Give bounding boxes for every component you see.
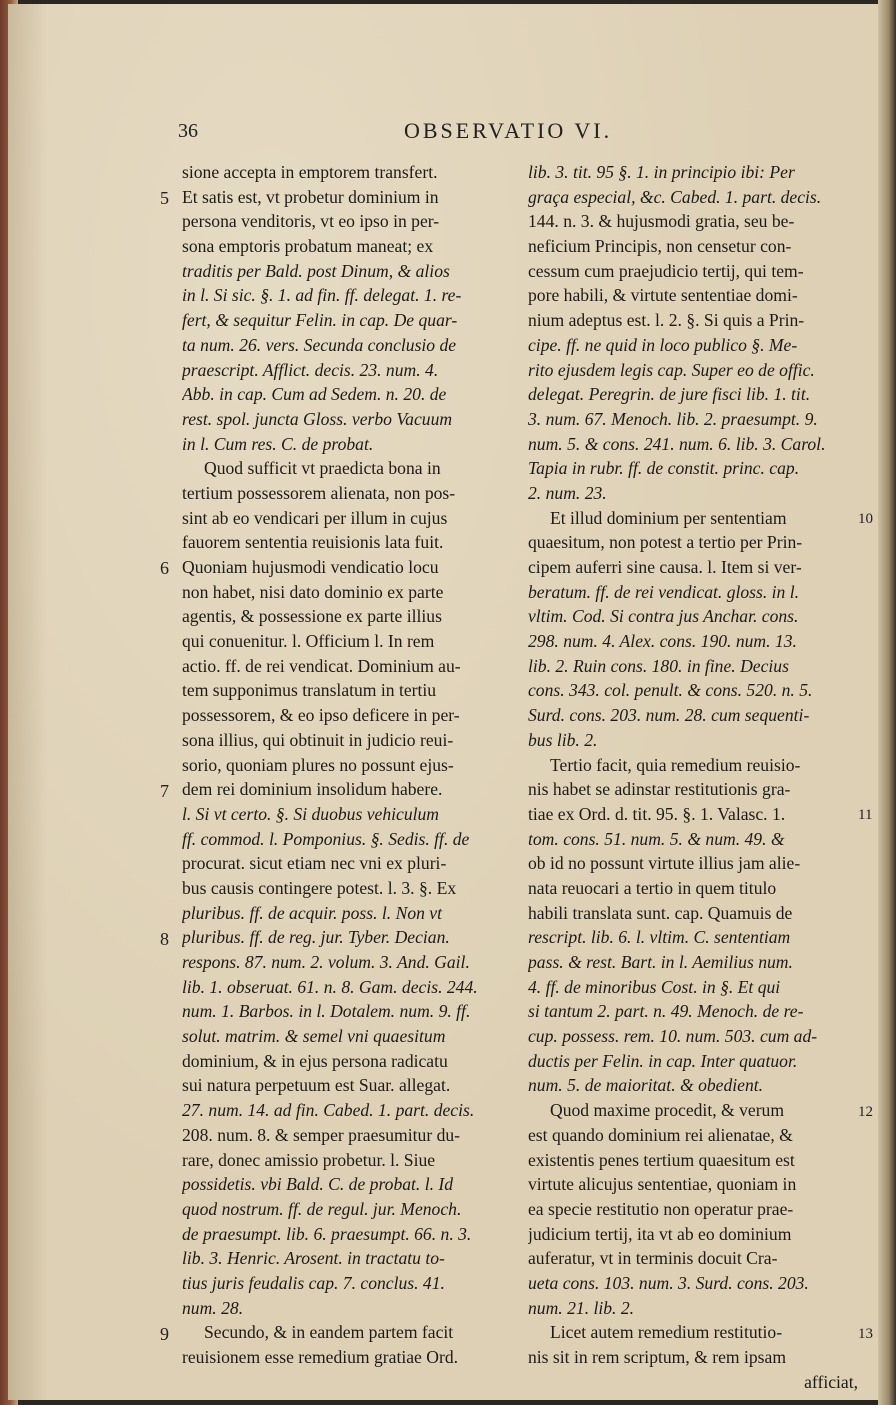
right-column-text-line: judicium tertij, ita vt ab eo dominium bbox=[528, 1223, 792, 1244]
margin-number-right: 11 bbox=[858, 807, 873, 824]
right-column-text-line: ductis per Felin. in cap. Inter quatuor. bbox=[528, 1050, 798, 1071]
right-column bbox=[528, 160, 858, 1394]
left-column-text-line: rare, donec amissio probetur. l. Siue bbox=[182, 1149, 436, 1170]
left-column-text-line: solut. matrim. & semel vni quaesitum bbox=[182, 1026, 446, 1047]
right-column-text-line: rito ejusdem legis cap. Super eo de offic. bbox=[528, 359, 815, 380]
left-column-text-line: sione accepta in emptorem transfert. bbox=[182, 162, 438, 182]
right-column-text-line: cipem auferri sine causa. l. Item si ver- bbox=[528, 557, 802, 577]
right-column-text-line: neficium Principis, non censetur con- bbox=[528, 236, 792, 257]
right-column-text-line: cessum cum praejudicio tertij, qui tem- bbox=[528, 260, 804, 281]
margin-number-right: 10 bbox=[858, 510, 873, 527]
left-column-text-line: pluribus. ff. de acquir. poss. l. Non vt bbox=[182, 902, 443, 923]
right-column-text-line: cons. 343. col. penult. & cons. 520. n. 5. bbox=[528, 680, 813, 701]
left-column-text-line: possidetis. vbi Bald. C. de probat. l. Id bbox=[182, 1174, 454, 1195]
right-column-text-line: existentis penes tertium quaesitum est bbox=[528, 1149, 795, 1170]
right-column-text-line: tom. cons. 51. num. 5. & num. 49. & bbox=[528, 828, 785, 849]
right-column-text-line: Tapia in rubr. ff. de constit. princ. cap. bbox=[528, 458, 800, 479]
page-number: 36 bbox=[178, 120, 198, 142]
margin-number-left: 9 bbox=[160, 1323, 169, 1344]
left-column-text-line: Quod sufficit vt praedicta bona in bbox=[204, 458, 441, 479]
right-column-text-line: nata reuocari a tertio in quem titulo bbox=[528, 877, 777, 898]
left-column-text-line: lib. 3. Henric. Arosent. in tractatu to- bbox=[182, 1248, 445, 1269]
right-column-text-line: bus lib. 2. bbox=[528, 729, 598, 750]
right-column-text-line: nis sit in rem scriptum, & rem ipsam bbox=[528, 1347, 787, 1367]
left-column-text-line: 27. num. 14. ad fin. Cabed. 1. part. decis. bbox=[182, 1100, 475, 1121]
right-column-text-line: 3. num. 67. Menoch. lib. 2. praesumpt. 9. bbox=[528, 408, 818, 429]
right-column-text-line: nium adeptus est. l. 2. §. Si quis a Prin- bbox=[528, 310, 805, 331]
left-column-text-line: dominium, & in ejus persona radicatu bbox=[182, 1050, 448, 1071]
left-column-text-line: tius juris feudalis cap. 7. conclus. 41. bbox=[182, 1272, 445, 1293]
left-column-text-line: praescript. Afflict. decis. 23. num. 4. bbox=[182, 359, 439, 380]
left-column-text-line: Abb. in cap. Cum ad Sedem. n. 20. de bbox=[182, 384, 447, 405]
left-column-text-line: in l. Si sic. §. 1. ad fin. ff. delegat. 1. re- bbox=[182, 285, 462, 306]
left-column-text-line: de praesumpt. lib. 6. praesumpt. 66. n. 3. bbox=[182, 1223, 472, 1244]
right-column-text-line: beratum. ff. de rei vendicat. gloss. in l. bbox=[528, 581, 800, 602]
left-column-text-line: agentis, & possessione ex parte illius bbox=[182, 606, 442, 627]
right-column-text-line: pore habili, & virtute sententiae domi- bbox=[528, 285, 798, 306]
margin-number-right: 13 bbox=[858, 1325, 873, 1342]
right-column-text-line: Surd. cons. 203. num. 28. cum sequenti- bbox=[528, 705, 810, 726]
right-column-text-line: lib. 2. Ruin cons. 180. in fine. Decius bbox=[528, 655, 789, 676]
left-column-text-line: sona illius, qui obtinuit in judicio reui- bbox=[182, 729, 454, 750]
right-column-text-line: 2. num. 23. bbox=[528, 482, 607, 503]
left-column-text-line: procurat. sicut etiam nec vni ex pluri- bbox=[182, 853, 447, 874]
left-column-text-line: persona venditoris, vt eo ipso in per- bbox=[182, 211, 440, 232]
left-column-text-line: bus causis contingere potest. l. 3. §. Ex bbox=[182, 877, 457, 898]
right-column-text-line: pass. & rest. Bart. in l. Aemilius num. bbox=[528, 952, 793, 972]
right-column-text-line: ob id no possunt virtute illius jam alie- bbox=[528, 853, 801, 874]
left-column-text-line: sona emptoris probatum maneat; ex bbox=[182, 236, 434, 257]
left-column-text-line: tertium possessorem alienata, non pos- bbox=[182, 482, 456, 503]
left-column-text-line: num. 28. bbox=[182, 1297, 244, 1318]
left-column-text-line: lib. 1. obseruat. 61. n. 8. Gam. decis. 244. bbox=[182, 976, 478, 997]
right-column-text-line: habili translata sunt. cap. Quamuis de bbox=[528, 902, 793, 923]
right-column-text-line: tiae ex Ord. d. tit. 95. §. 1. Valasc. 1. bbox=[528, 803, 786, 824]
right-column-text-line: nis habet se adinstar restitutionis gra- bbox=[528, 779, 791, 800]
margin-number-right: 12 bbox=[858, 1103, 873, 1120]
right-column-text-line: afficiat, bbox=[804, 1371, 858, 1392]
left-column-text-line: l. Si vt certo. §. Si duobus vehiculum bbox=[182, 803, 440, 824]
left-column-text-line: ta num. 26. vers. Secunda conclusio de bbox=[182, 334, 457, 355]
margin-number-left: 8 bbox=[160, 928, 169, 949]
right-column-text-line: cup. possess. rem. 10. num. 503. cum ad- bbox=[528, 1026, 818, 1047]
left-column-text-line: ff. commod. l. Pomponius. §. Sedis. ff. de bbox=[182, 828, 470, 849]
left-column-text-line: respons. 87. num. 2. volum. 3. And. Gail. bbox=[182, 952, 470, 972]
left-column-text-line: dem rei dominium insolidum habere. bbox=[182, 779, 443, 800]
page-header bbox=[172, 118, 852, 148]
left-column-text-line: sorio, quoniam plures no possunt ejus- bbox=[182, 754, 454, 775]
right-column-text-line: vltim. Cod. Si contra jus Anchar. cons. bbox=[528, 606, 799, 627]
left-column-text-line: sui natura perpetuum est Suar. allegat. bbox=[182, 1075, 451, 1096]
margin-number-left: 5 bbox=[160, 187, 169, 208]
left-column-text-line: Quoniam hujusmodi vendicatio locu bbox=[182, 557, 439, 577]
right-column-text-line: est quando dominium rei alienatae, & bbox=[528, 1124, 793, 1145]
left-column-text-line: rest. spol. juncta Gloss. verbo Vacuum bbox=[182, 408, 453, 429]
left-column-text-line: actio. ff. de rei vendicat. Dominium au- bbox=[182, 655, 461, 676]
right-column-text-line: num. 21. lib. 2. bbox=[528, 1297, 635, 1318]
left-column-text-line: non habet, nisi dato dominio ex parte bbox=[182, 581, 444, 602]
left-column-text-line: num. 1. Barbos. in l. Dotalem. num. 9. ff. bbox=[182, 1001, 471, 1022]
right-column-text-line: si tantum 2. part. n. 49. Menoch. de re- bbox=[528, 1001, 804, 1022]
page-edge bbox=[878, 0, 896, 1405]
right-column-text-line: rescript. lib. 6. l. vltim. C. sententiam bbox=[528, 927, 791, 948]
right-column-text-line: num. 5. & cons. 241. num. 6. lib. 3. Carol. bbox=[528, 433, 826, 454]
left-column-text-line: Secundo, & in eandem partem facit bbox=[204, 1322, 454, 1343]
right-column-text-line: cipe. ff. ne quid in loco publico §. Me- bbox=[528, 334, 798, 355]
margin-number-left: 6 bbox=[160, 558, 169, 579]
right-column-text-line: 298. num. 4. Alex. cons. 190. num. 13. bbox=[528, 631, 797, 652]
right-column-text-line: virtute alicujus sententiae, quoniam in bbox=[528, 1174, 797, 1195]
left-column-text-line: Et satis est, vt probetur dominium in bbox=[182, 186, 439, 207]
left-column bbox=[182, 160, 508, 1370]
margin-number-left: 7 bbox=[160, 780, 169, 801]
right-column-text-line: 4. ff. de minoribus Cost. in §. Et qui bbox=[528, 976, 781, 997]
right-column-text-line: Quod maxime procedit, & verum bbox=[550, 1100, 785, 1121]
left-column-text-line: fauorem sententia reuisionis lata fuit. bbox=[182, 532, 444, 553]
right-column-text-line: quaesitum, non potest a tertio per Prin- bbox=[528, 532, 803, 553]
right-column-text-line: graça especial, &c. Cabed. 1. part. decis. bbox=[528, 186, 822, 207]
left-column-text-line: in l. Cum res. C. de probat. bbox=[182, 433, 374, 454]
left-column-text-line: tem supponimus translatum in tertiu bbox=[182, 680, 437, 701]
right-column-text-line: ueta cons. 103. num. 3. Surd. cons. 203. bbox=[528, 1272, 809, 1293]
right-column-text-line: Tertio facit, quia remedium reuisio- bbox=[550, 754, 801, 775]
left-column-text-line: fert, & sequitur Felin. in cap. De quar- bbox=[182, 310, 458, 331]
right-column-text-line: num. 5. de maioritat. & obedient. bbox=[528, 1075, 764, 1096]
left-column-text-line: sint ab eo vendicari per illum in cujus bbox=[182, 507, 448, 528]
left-column-text-line: 208. num. 8. & semper praesumitur du- bbox=[182, 1124, 461, 1145]
right-column-text-line: auferatur, vt in terminis docuit Cra- bbox=[528, 1248, 778, 1269]
left-column-text-line: reuisionem esse remedium gratiae Ord. bbox=[182, 1347, 459, 1367]
left-column-text-line: quod nostrum. ff. de regul. jur. Menoch. bbox=[182, 1198, 462, 1219]
left-column-text-line: qui conuenitur. l. Officium l. In rem bbox=[182, 631, 435, 652]
right-column-text-line: Et illud dominium per sententiam bbox=[550, 507, 787, 528]
running-title: OBSERVATIO VI. bbox=[404, 118, 613, 143]
left-column-text-line: pluribus. ff. de reg. jur. Tyber. Decian. bbox=[182, 927, 450, 948]
left-column-text-line: traditis per Bald. post Dinum, & alios bbox=[182, 260, 450, 281]
right-column-text-line: 144. n. 3. & hujusmodi gratia, seu be- bbox=[528, 211, 795, 232]
right-column-text-line: lib. 3. tit. 95 §. 1. in principio ibi: Per bbox=[528, 162, 795, 182]
right-column-text-line: ea specie restitutio non operatur prae- bbox=[528, 1198, 794, 1219]
left-column-text-line: possessorem, & eo ipso deficere in per- bbox=[182, 705, 460, 726]
right-column-text-line: delegat. Peregrin. de jure fisci lib. 1. tit. bbox=[528, 384, 811, 405]
right-column-text-line: Licet autem remedium restitutio- bbox=[550, 1322, 783, 1343]
